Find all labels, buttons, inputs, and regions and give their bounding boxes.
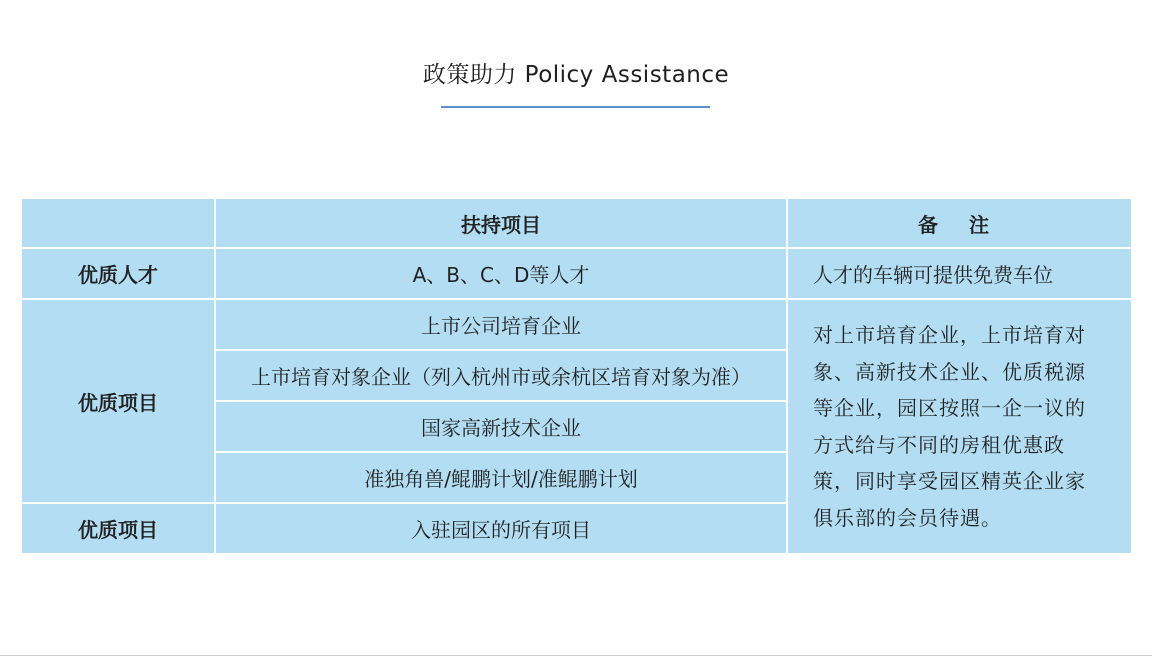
- project-cell: 国家高新技术企业: [215, 401, 787, 452]
- project-cell: 入驻园区的所有项目: [215, 503, 787, 554]
- page-title: 政策助力 Policy Assistance: [422, 62, 730, 88]
- note-cell-shared: 对上市培育企业，上市培育对象、高新技术企业、优质税源等企业，园区按照一企一议的方式给与不同的房租优惠政策，同时享受园区精英企业家俱乐部的会员待遇。: [787, 299, 1132, 554]
- table-header-row: [21, 198, 1132, 248]
- project-cell: 准独角兽/鲲鹏计划/准鲲鹏计划: [215, 452, 787, 503]
- row-label-quality-projects: 优质项目: [21, 299, 215, 503]
- table-row: [21, 299, 1132, 350]
- header-notes: 备 注: [787, 198, 1132, 248]
- project-cell: A、B、C、D等人才: [215, 248, 787, 299]
- table-row: [21, 248, 1132, 299]
- title-underline: [441, 106, 710, 108]
- header-corner-cell: [21, 198, 215, 248]
- project-cell: 上市培育对象企业（列入杭州市或余杭区培育对象为准）: [215, 350, 787, 401]
- header-project: 扶持项目: [215, 198, 787, 248]
- row-label-quality-projects-2: 优质项目: [21, 503, 215, 554]
- project-cell: 上市公司培育企业: [215, 299, 787, 350]
- policy-table: [20, 197, 1133, 555]
- note-cell-talent: 人才的车辆可提供免费车位: [787, 248, 1132, 299]
- bottom-divider: [0, 655, 1152, 656]
- row-label-talent: 优质人才: [21, 248, 215, 299]
